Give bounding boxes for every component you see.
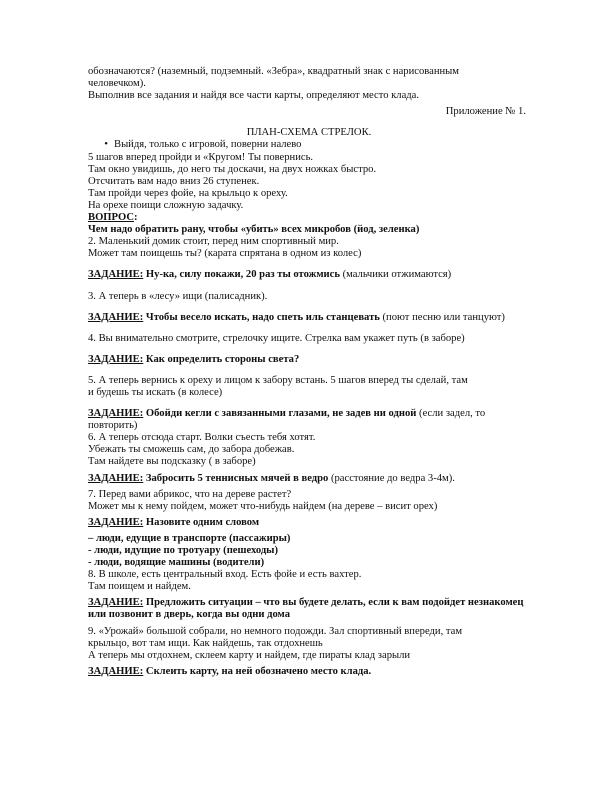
step-9-line-3: А теперь мы отдохнем, склеем карту и найдем, где пираты клад зарыли <box>88 649 411 661</box>
answer-3: - люди, водящие машины (водители) <box>88 557 265 569</box>
answer-1: – люди, едущие в транспорте (пассажиры) <box>88 532 291 544</box>
task-5: ЗАДАНИЕ: Обойди кегли с завязанными глазами, не задев ни одной (если задел, то повторить) <box>88 408 486 432</box>
step-5-line-2: и будешь ты искать (в колесе) <box>88 386 223 398</box>
task-8: ЗАДАНИЕ: Предложить ситуации – что вы будете делать, если к вам подойдет незнакомец или позвонит в дверь, когда вы одни дома <box>88 597 524 621</box>
intro-line-3: Выполнив все задания и найдя все части карты, определяют место клада. <box>88 90 420 102</box>
step-7-line-2: Может мы к нему пойдем, может что-нибудь найдем (на дереве – висит орех) <box>88 500 438 512</box>
step-6-line-2: Убежать ты сможешь сам, до забора добежав. <box>88 444 295 456</box>
step-2-line-2: Может там поищешь ты? (карата спрятана в одном из колес) <box>88 248 362 260</box>
step-1-line-2: 5 шагов вперед пройди и «Кругом! Ты повернись. <box>88 151 314 163</box>
task-4: ЗАДАНИЕ: Как определить стороны света? <box>88 353 300 365</box>
question-text: Чем надо обратить рану, чтобы «убить» всех микробов (йод, зеленка) <box>88 224 420 236</box>
document-page <box>88 66 530 678</box>
step-8-line-2: Там поищем и найдем. <box>88 581 191 593</box>
step-6-line-1: 6. А теперь отсюда старт. Волки съесть тебя хотят. <box>88 432 316 444</box>
task-9: ЗАДАНИЕ: Склеить карту, на ней обозначено место клада. <box>88 665 372 677</box>
task-2: ЗАДАНИЕ: Ну-ка, силу покажи, 20 раз ты отожмись (мальчики отжимаются) <box>88 269 452 281</box>
step-1-line-5: Там пройди через фойе, на крыльцо к ореху. <box>88 187 288 199</box>
step-6-line-3: Там найдете вы подсказку ( в заборе) <box>88 456 256 468</box>
step-7-line-1: 7. Перед вами абрикос, что на дереве растет? <box>88 488 292 500</box>
task-6: ЗАДАНИЕ: Забросить 5 теннисных мячей в ведро (расстояние до ведра 3-4м). <box>88 472 455 484</box>
step-3-line-1: 3. А теперь в «лесу» ищи (палисадник). <box>88 290 268 302</box>
step-2-line-1: 2. Маленький домик стоит, перед ним спортивный мир. <box>88 236 339 248</box>
task-7: ЗАДАНИЕ: Назовите одним словом <box>88 516 260 528</box>
question-heading: ВОПРОС: <box>88 212 138 224</box>
step-8-line-1: 8. В школе, есть центральный вход. Есть фойе и есть вахтер. <box>88 569 362 581</box>
step-1-line-6: На орехе поищи сложную задачку. <box>88 199 244 211</box>
step-1-line-4: Отсчитать вам надо вниз 26 ступенек. <box>88 175 260 187</box>
step-9-line-1: 9. «Урожай» большой собрали, но немного подожди. Зал спортивный впереди, там <box>88 625 463 637</box>
bullet-icon: • <box>104 139 108 151</box>
appendix-label: Приложение № 1. <box>445 106 526 118</box>
intro-line-2: человечком). <box>88 78 146 90</box>
document-title: ПЛАН-СХЕМА СТРЕЛОК. <box>246 127 372 139</box>
step-1-line-1: • Выйдя, только с игровой, поверни налево <box>88 139 530 151</box>
step-1-line-3: Там окно увидишь, до него ты доскачи, на двух ножках быстро. <box>88 163 377 175</box>
task-3: ЗАДАНИЕ: Чтобы весело искать, надо спеть иль станцевать (поют песню или танцуют) <box>88 311 505 323</box>
answer-2: - люди, идущие по тротуару (пешеходы) <box>88 545 278 556</box>
step-9-line-2: крыльцо, вот там ищи. Как найдешь, так отдохнешь <box>88 637 323 649</box>
step-5-line-1: 5. А теперь вернись к ореху и лицом к забору встань. 5 шагов вперед ты сделай, там <box>88 374 468 386</box>
step-4-line-1: 4. Вы внимательно смотрите, стрелочку ищите. Стрелка вам укажет путь (в заборе) <box>88 332 465 344</box>
intro-line-1: обозначаются? (наземный, подземный. «Зебра», квадратный знак с нарисованным <box>88 66 459 77</box>
